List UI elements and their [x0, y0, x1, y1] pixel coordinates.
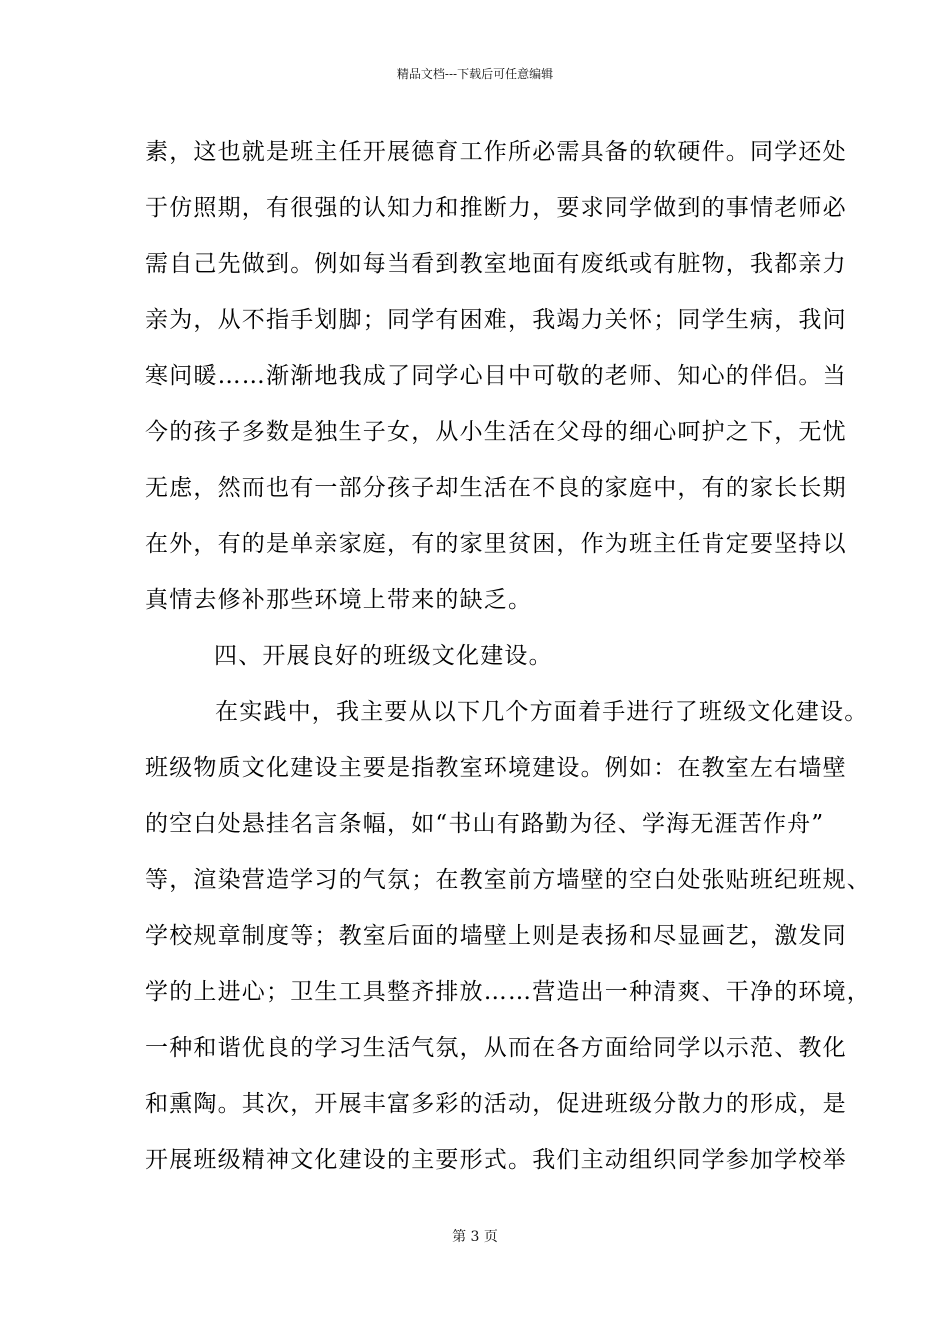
body-line: 的空白处悬挂名言条幅，如“书山有路勤为径、学海无涯苦作舟”	[145, 811, 825, 837]
page-number: 第 3 页	[452, 1229, 498, 1245]
body-line: 亲为，从不指手划脚；同学有困难，我竭力关怀；同学生病，我问	[145, 307, 847, 333]
body-line: 一种和谐优良的学习生活气氛，从而在各方面给同学以示范、教化	[145, 1035, 847, 1061]
body-line: 在外，有的是单亲家庭，有的家里贫困，作为班主任肯定要坚持以	[145, 531, 847, 557]
body-line: 班级物质文化建设主要是指教室环境建设。例如：在教室左右墙壁	[145, 755, 847, 781]
section-heading: 四、开展良好的班级文化建设。	[214, 643, 553, 669]
body-line: 需自己先做到。例如每当看到教室地面有废纸或有脏物，我都亲力	[145, 251, 847, 277]
body-line: 和熏陶。其次，开展丰富多彩的活动，促进班级分散力的形成，是	[145, 1091, 847, 1117]
body-line: 学的上进心；卫生工具整齐排放……营造出一种清爽、干净的环境，	[145, 979, 871, 1005]
page-header: 精品文档---下载后可任意编辑	[396, 67, 554, 81]
body-line: 等，渲染营造学习的气氛；在教室前方墙壁的空白处张贴班纪班规、	[145, 867, 871, 893]
paragraph-first-line: 在实践中，我主要从以下几个方面着手进行了班级文化建设。	[215, 699, 869, 725]
body-line: 寒问暖……渐渐地我成了同学心目中可敬的老师、知心的伴侣。当	[145, 363, 847, 389]
body-line: 开展班级精神文化建设的主要形式。我们主动组织同学参加学校举	[145, 1147, 847, 1173]
body-line: 素，这也就是班主任开展德育工作所必需具备的软硬件。同学还处	[145, 139, 847, 165]
body-line: 无虑，然而也有一部分孩子却生活在不良的家庭中，有的家长长期	[145, 475, 847, 501]
body-line: 学校规章制度等；教室后面的墙壁上则是表扬和尽显画艺，激发同	[145, 923, 847, 949]
document-body	[145, 130, 871, 1194]
body-line: 今的孩子多数是独生子女，从小生活在父母的细心呵护之下，无忧	[145, 419, 847, 445]
body-line: 于仿照期，有很强的认知力和推断力，要求同学做到的事情老师必	[145, 195, 847, 221]
body-line: 真情去修补那些环境上带来的缺乏。	[145, 587, 533, 613]
